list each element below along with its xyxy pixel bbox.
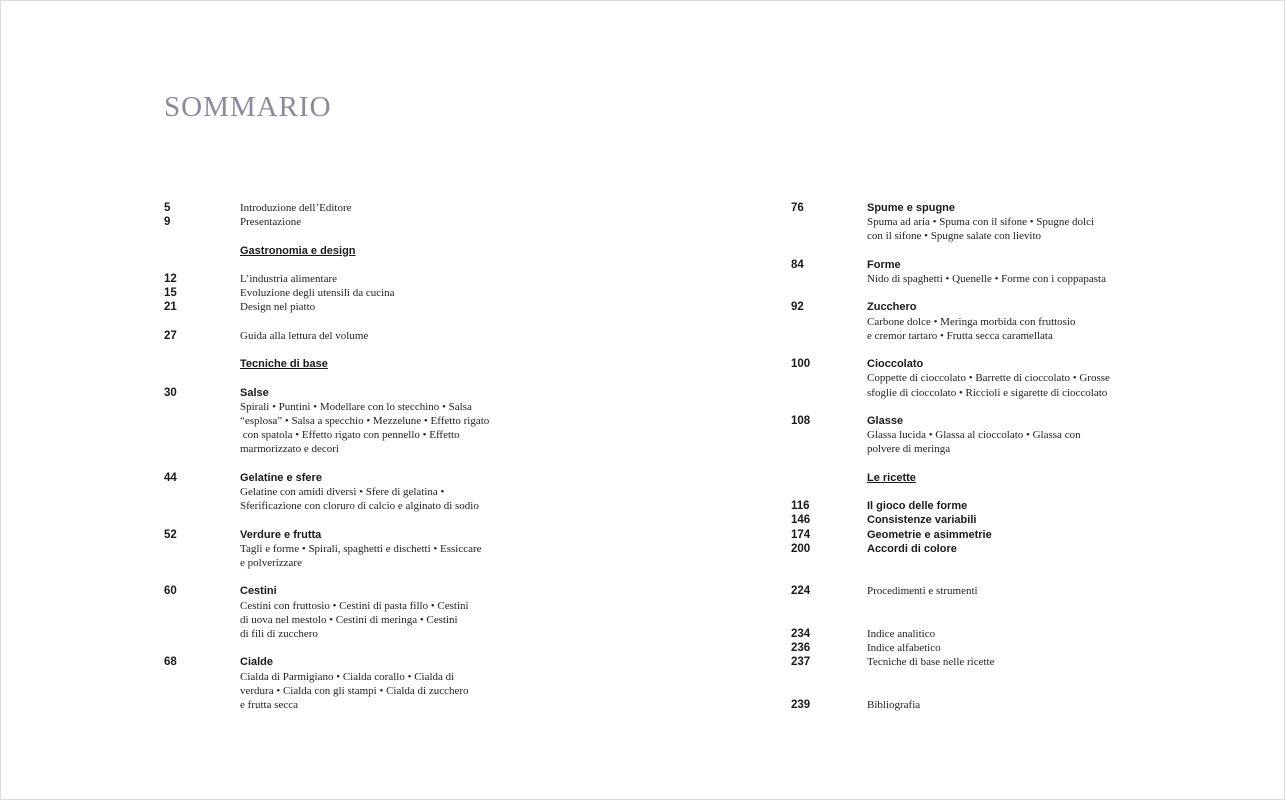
toc-entry-text bbox=[240, 471, 479, 514]
toc-page-number: 146 bbox=[791, 514, 811, 527]
toc-page-number: 68 bbox=[164, 656, 177, 669]
toc-entry-text bbox=[867, 698, 920, 712]
toc-entry-text bbox=[867, 201, 1094, 244]
toc-entry-description: Gelatine con amidi diversi • Sfere di gelatina • bbox=[240, 486, 445, 498]
toc-entry-description: con il sifone • Spugne salate con lievito bbox=[867, 230, 1042, 243]
toc-entry-text bbox=[867, 641, 941, 655]
toc-section-heading: Gastronomia e design bbox=[240, 244, 356, 257]
toc-chapter-title: Verdure e frutta bbox=[240, 528, 322, 541]
toc-page-number: 21 bbox=[164, 301, 177, 314]
toc-entry-description: di fili di zucchero bbox=[240, 628, 318, 640]
toc-entry-description: Sferificazione con cloruro di calcio e alginato di sodio bbox=[240, 500, 479, 513]
toc-page-number: 27 bbox=[164, 329, 177, 342]
toc-entry-description: e frutta secca bbox=[240, 699, 299, 711]
toc-page-number: 116 bbox=[791, 500, 810, 513]
toc-entry-text bbox=[867, 414, 1081, 457]
toc-entry-text bbox=[240, 357, 328, 371]
toc-page-number: 174 bbox=[791, 528, 811, 541]
toc-entry-description: verdura • Cialda con gli stampi • Cialda di zucchero bbox=[240, 684, 469, 697]
toc-entry-text bbox=[240, 300, 315, 314]
toc-page-number: 224 bbox=[791, 585, 811, 598]
toc-entry-label: Introduzione dell’Editore bbox=[240, 202, 352, 214]
toc-entry-description: “esplosa” • Salsa a specchio • Mezzelune • Effetto rigato bbox=[240, 415, 490, 427]
toc-entry-label: Evoluzione degli utensili da cucina bbox=[240, 287, 395, 300]
toc-entry-description: polvere di meringa bbox=[867, 443, 951, 456]
toc-entry-label: Indice analitico bbox=[867, 628, 936, 640]
toc-page-number: 30 bbox=[164, 386, 177, 399]
toc-entry-description: Coppette di cioccolato • Barrette di cioccolato • Grosse bbox=[867, 372, 1110, 385]
toc-page-number: 84 bbox=[791, 258, 804, 271]
toc-chapter-title: Cialde bbox=[240, 656, 274, 669]
toc-entry-text bbox=[240, 286, 395, 300]
toc-entry-description: con spatola • Effetto rigato con pennello • Effetto bbox=[240, 429, 460, 442]
toc-entry-text bbox=[867, 584, 978, 598]
toc-chapter-title: Consistenze variabili bbox=[867, 514, 977, 527]
toc-entry-label: Presentazione bbox=[240, 216, 302, 229]
toc-entry-text bbox=[867, 471, 916, 485]
toc-page-number: 44 bbox=[164, 471, 177, 484]
toc-entry-description: Cestini con fruttosio • Cestini di pasta fillo • Cestini bbox=[240, 599, 469, 612]
toc-entry-label: Procedimenti e strumenti bbox=[867, 585, 978, 598]
toc-page-number: 239 bbox=[791, 699, 811, 711]
toc-entry-description: Cialda di Parmigiano • Cialda corallo • Cialda di bbox=[240, 670, 455, 683]
toc-entry-text bbox=[240, 244, 356, 258]
toc-chapter-title: Accordi di colore bbox=[867, 542, 957, 555]
toc-entry-text bbox=[867, 357, 1110, 400]
toc-page-number: 5 bbox=[164, 202, 171, 214]
toc-entry-description: e cremor tartaro • Frutta secca caramellata bbox=[867, 329, 1053, 342]
toc-page-number: 108 bbox=[791, 415, 811, 427]
toc-entry-label: Guida alla lettura del volume bbox=[240, 329, 369, 342]
toc-page-number: 100 bbox=[791, 358, 811, 371]
toc-chapter-title: Cestini bbox=[240, 585, 277, 598]
toc-entry-text bbox=[867, 627, 935, 641]
toc-entry-text bbox=[867, 513, 976, 527]
toc-entry-text bbox=[240, 584, 469, 641]
toc-entry-label: Design nel piatto bbox=[240, 301, 316, 314]
toc-chapter-title: Salse bbox=[240, 386, 269, 399]
toc-entry-text bbox=[240, 201, 352, 215]
toc-chapter-title: Spume e spugne bbox=[867, 202, 956, 214]
toc-entry-text bbox=[867, 499, 967, 513]
toc-page-number: 236 bbox=[791, 642, 811, 655]
toc-entry-label: Indice alfabetico bbox=[867, 642, 941, 655]
toc-entry-text bbox=[240, 215, 301, 229]
toc-chapter-title: Glasse bbox=[867, 415, 904, 427]
toc-chapter-title: Il gioco delle forme bbox=[867, 500, 968, 513]
toc-page-number: 9 bbox=[164, 216, 171, 229]
toc-entry-description: di uova nel mestolo • Cestini di meringa • Cestini bbox=[240, 613, 458, 626]
toc-entry-label: L’industria alimentare bbox=[240, 273, 338, 285]
toc-entry-description: Carbone dolce • Meringa morbida con fruttosio bbox=[867, 315, 1076, 328]
toc-entry-description: sfoglie di cioccolato • Riccioli e sigarette di cioccolato bbox=[867, 386, 1108, 399]
toc-entry-text bbox=[240, 329, 368, 343]
toc-page-number: 15 bbox=[164, 287, 177, 300]
toc-page-number: 60 bbox=[164, 585, 177, 598]
page-title: SOMMARIO bbox=[164, 91, 332, 123]
toc-entry-label: Bibliografia bbox=[867, 699, 921, 711]
toc-entry-description: Tagli e forme • Spirali, spaghetti e dischetti • Essiccare bbox=[240, 542, 482, 555]
toc-entry-text bbox=[240, 528, 482, 571]
toc-page-number: 52 bbox=[164, 528, 177, 541]
toc-entry-text bbox=[867, 655, 995, 669]
toc-entry-description: e polverizzare bbox=[240, 557, 302, 569]
toc-page-number: 234 bbox=[791, 628, 811, 640]
toc-entry-description: marmorizzato e decori bbox=[240, 443, 339, 456]
toc-page-number: 12 bbox=[164, 273, 177, 285]
toc-page-number: 200 bbox=[791, 542, 811, 555]
toc-entry-description: Spirali • Puntini • Modellare con lo stecchino • Salsa bbox=[240, 400, 472, 413]
toc-page-number: 237 bbox=[791, 656, 811, 669]
toc-chapter-title: Zucchero bbox=[867, 301, 917, 314]
toc-entry-text bbox=[867, 300, 1076, 343]
toc-entry-description: Glassa lucida • Glassa al cioccolato • Glassa con bbox=[867, 429, 1081, 442]
toc-chapter-title: Geometrie e asimmetrie bbox=[867, 528, 992, 541]
toc-entry-text bbox=[867, 528, 992, 542]
toc-chapter-title: Gelatine e sfere bbox=[240, 471, 322, 484]
toc-page-number: 76 bbox=[791, 202, 804, 214]
toc-page-number: 92 bbox=[791, 301, 804, 314]
toc-chapter-title: Forme bbox=[867, 258, 901, 271]
toc-entry-text bbox=[867, 542, 957, 556]
toc-entry-text bbox=[240, 272, 337, 286]
toc-entry-label: Tecniche di base nelle ricette bbox=[867, 656, 995, 669]
toc-entry-text bbox=[867, 258, 1106, 286]
toc-chapter-title: Cioccolato bbox=[867, 358, 924, 371]
toc-entry-description: Nido di spaghetti • Quenelle • Forme con i coppapasta bbox=[867, 273, 1106, 285]
toc-section-heading: Le ricette bbox=[867, 471, 916, 484]
toc-entry-text bbox=[240, 386, 489, 457]
toc-entry-description: Spuma ad aria • Spuma con il sifone • Spugne dolci bbox=[867, 216, 1095, 229]
toc-entry-text bbox=[240, 655, 469, 712]
toc-section-heading: Tecniche di base bbox=[240, 358, 328, 371]
